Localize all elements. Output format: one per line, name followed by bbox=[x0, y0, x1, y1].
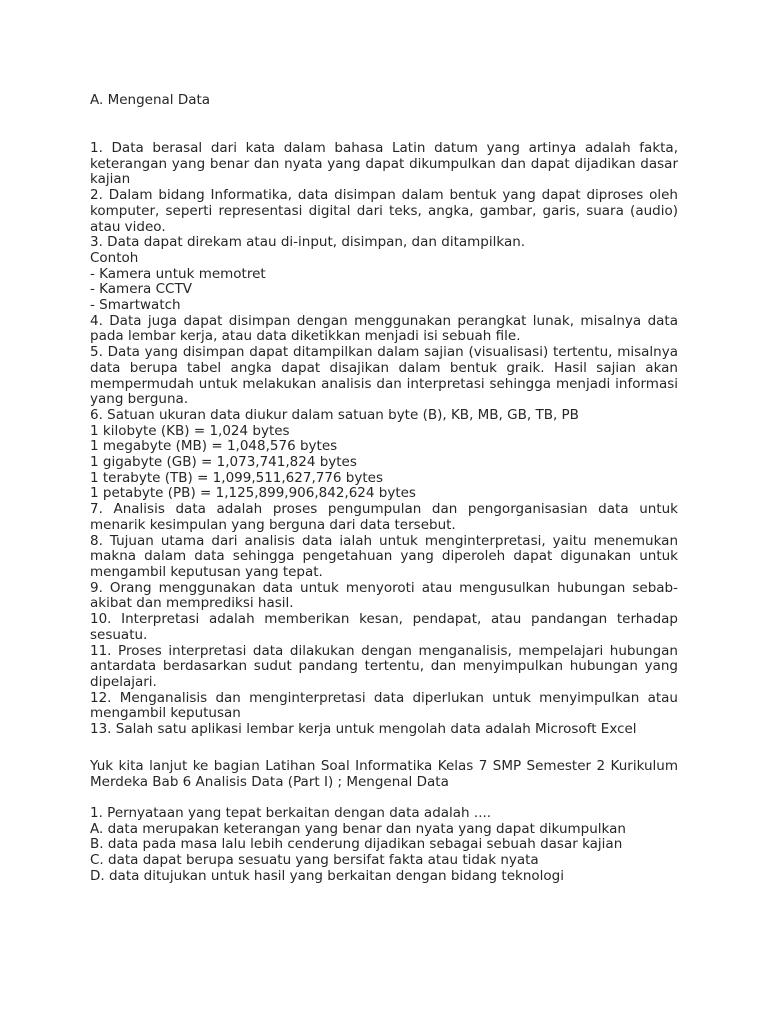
quiz-question: 1. Pernyataan yang tepat berkaitan dengan data adalah .... bbox=[90, 805, 492, 821]
section-heading: A. Mengenal Data bbox=[90, 92, 211, 108]
intro-paragraph-block bbox=[90, 759, 678, 790]
point-2: 2. Dalam bidang Informatika, data disimpan dalam bentuk yang dapat diproses oleh komputer, seperti representasi digital dari teks, angka, gambar, garis, suara (audio) atau video. bbox=[90, 187, 678, 235]
example-item-camera: - Kamera untuk memotret bbox=[90, 265, 266, 282]
point-3: 3. Data dapat direkam atau di-input, disimpan, dan ditampilkan. bbox=[90, 234, 526, 251]
quiz-option-d: D. data ditujukan untuk hasil yang berkaitan dengan bidang teknologi bbox=[90, 867, 564, 884]
point-13: 13. Salah satu aplikasi lembar kerja untuk mengolah data adalah Microsoft Excel bbox=[90, 721, 637, 738]
point-9: 9. Orang menggunakan data untuk menyoroti atau mengusulkan hubungan sebab-akibat dan memprediksi hasil. bbox=[90, 579, 678, 612]
point-12: 12. Menganalisis dan menginterpretasi data diperlukan untuk menyimpulkan atau mengambil keputusan bbox=[90, 689, 678, 722]
unit-megabyte: 1 megabyte (MB) = 1,048,576 bytes bbox=[90, 438, 338, 455]
intro-paragraph: Yuk kita lanjut ke bagian Latihan Soal Informatika Kelas 7 SMP Semester 2 Kurikulum Merdeka Bab 6 Analisis Data (Part I) ; Mengenal Data bbox=[90, 758, 678, 790]
point-6: 6. Satuan ukuran data diukur dalam satuan byte (B), KB, MB, GB, TB, PB bbox=[90, 406, 579, 423]
quiz-option-a: A. data merupakan keterangan yang benar dan nyata yang dapat dikumpulkan bbox=[90, 820, 626, 837]
point-4: 4. Data juga dapat disimpan dengan menggunakan perangkat lunak, misalnya data pada lembar kerja, atau data diketikkan menjadi isi sebuah file. bbox=[90, 312, 678, 345]
quiz-option-b: B. data pada masa lalu lebih cenderung dijadikan sebagai sebuah dasar kajian bbox=[90, 836, 623, 853]
point-10: 10. Interpretasi adalah memberikan kesan, pendapat, atau pandangan terhadap sesuatu. bbox=[90, 611, 678, 643]
points-list bbox=[90, 141, 678, 738]
example-item-cctv: - Kamera CCTV bbox=[90, 281, 192, 298]
unit-gigabyte: 1 gigabyte (GB) = 1,073,741,824 bytes bbox=[90, 454, 357, 471]
example-label: Contoh bbox=[90, 249, 139, 266]
quiz-option-c: C. data dapat berupa sesuatu yang bersifat fakta atau tidak nyata bbox=[90, 852, 539, 869]
quiz-block bbox=[90, 806, 678, 885]
unit-terabyte: 1 terabyte (TB) = 1,099,511,627,776 bytes bbox=[90, 469, 383, 486]
point-11: 11. Proses interpretasi data dilakukan dengan menganalisis, mempelajari hubungan antardata berdasarkan sudut pandang tertentu, dan menyimpulkan hubungan yang dipelajari. bbox=[90, 642, 678, 690]
point-8: 8. Tujuan utama dari analisis data ialah untuk menginterpretasi, yaitu menemukan makna dalam data sehingga pengetahuan yang diperoleh dapat digunakan untuk mengambil keputusan yang tepat. bbox=[90, 532, 678, 580]
point-7: 7. Analisis data adalah proses pengumpulan dan pengorganisasian data untuk menarik kesimpulan yang berguna dari data tersebut. bbox=[90, 501, 678, 533]
point-1: 1. Data berasal dari kata dalam bahasa Latin datum yang artinya adalah fakta, keterangan yang benar dan nyata yang dapat dikumpulkan dan dapat dijadikan dasar kajian bbox=[90, 140, 678, 188]
unit-petabyte: 1 petabyte (PB) = 1,125,899,906,842,624 bytes bbox=[90, 485, 416, 502]
unit-kilobyte: 1 kilobyte (KB) = 1,024 bytes bbox=[90, 422, 290, 439]
point-5: 5. Data yang disimpan dapat ditampilkan dalam sajian (visualisasi) tertentu, misalnya data berupa tabel angka dapat disajikan dalam bentuk graik. Hasil sajian akan mempermudah untuk melakukan analisis dan interpretasi sehingga menjadi informasi yang berguna. bbox=[90, 344, 678, 408]
example-item-smartwatch: - Smartwatch bbox=[90, 297, 181, 314]
